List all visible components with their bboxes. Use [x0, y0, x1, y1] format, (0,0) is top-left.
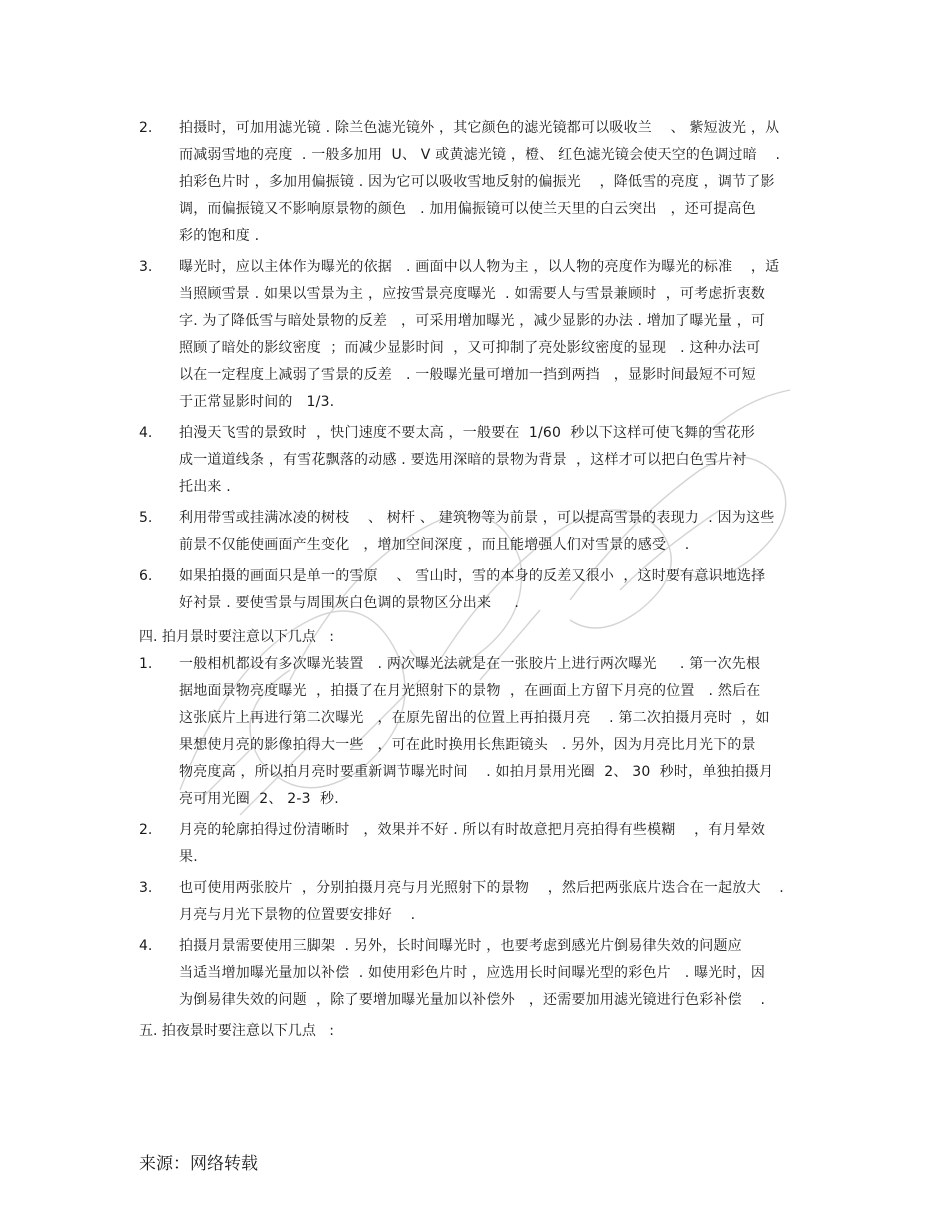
list-item-body [179, 817, 829, 871]
text-line: 前景不仅能使画面产生变化 ，增加空间深度 ，而且能增强人们对雪景的感受 . [179, 537, 690, 553]
list-item-body [179, 875, 829, 929]
text-line: 月亮的轮廓拍得过份清晰时 ，效果并不好 . 所以有时故意把月亮拍得有些模糊 ，有月晕效 [179, 822, 766, 838]
list-item-number: 4. [139, 938, 153, 954]
text-line: 于正常显影时间的 1/3. [179, 394, 335, 410]
text-line: 调，而偏振镜又不影响原景物的颜色 . 加用偏振镜可以使兰天里的白云突出 ，还可提高色 [179, 201, 756, 217]
text-line: 而减弱雪地的亮度 . 一般多加用 U、 V 或黄滤光镜 ，橙、 红色滤光镜会使天空的色调过暗 . [179, 147, 781, 163]
text-line: 成一道道线条 ，有雪花飘落的动感 . 要选用深暗的景物为背景 ，这样才可以把白色雪片衬 [179, 452, 747, 468]
text-line: 字. 为了降低雪与暗处景物的反差 ，可采用增加曝光 ，减少显影的办法 . 增加了曝光量 ，可 [179, 313, 766, 329]
list-item-number: 5. [139, 510, 153, 526]
text-line: 果想使月亮的影像拍得大一些 ，可在此时换用长焦距镜头 . 另外，因为月亮比月光下的景 [179, 737, 756, 753]
text-line: 物亮度高 ，所以拍月亮时要重新调节曝光时间 . 如拍月景用光圈 2、 30 秒时，单独拍摄月 [179, 764, 774, 780]
text-line: 据地面景物亮度曝光 ，拍摄了在月光照射下的景物 ，在画面上方留下月亮的位置 . 然后在 [179, 683, 761, 699]
list-item-number: 3. [139, 259, 153, 275]
list-item-number: 2. [139, 822, 153, 838]
text-line: 当照顾雪景 . 如果以雪景为主 ，应按雪景亮度曝光 . 如需要人与雪景兼顾时 ，可考虑折衷数 [179, 286, 766, 302]
text-line: 照顾了暗处的影纹密度 ；而减少显影时间 ，又可抑制了亮处影纹密度的显现 . 这种办法可 [179, 340, 761, 356]
list-item-body [179, 254, 829, 416]
section-heading-5: 五. 拍夜景时要注意以下几点 : [139, 1023, 334, 1039]
text-line: 也可使用两张胶片 ，分别拍摄月亮与月光照射下的景物 ，然后把两张底片迭合在一起放大 . [179, 880, 784, 896]
text-line: 一般相机都设有多次曝光装置 . 两次曝光法就是在一张胶片上进行两次曝光 . 第一次先根 [179, 656, 761, 672]
text-line: 亮可用光圈 2、 2-3 秒. [179, 791, 339, 807]
list-item-number: 1. [139, 656, 153, 672]
section-heading-4: 四. 拍月景时要注意以下几点 : [139, 629, 334, 645]
list-item-number: 4. [139, 425, 153, 441]
list-item-body [179, 505, 829, 559]
list-item-body [179, 933, 829, 1014]
list-item-body [179, 651, 829, 813]
text-line: 果. [179, 849, 198, 865]
text-line: 以在一定程度上减弱了雪景的反差 . 一般曝光量可增加一挡到两挡 ，显影时间最短不可短 [179, 367, 756, 383]
list-item-body [179, 115, 829, 250]
list-item-number: 3. [139, 880, 153, 896]
list-item-number: 2. [139, 120, 153, 136]
text-line: 拍摄月景需要使用三脚架 . 另外，长时间曝光时 ，也要考虑到感光片倒易律失效的问题应 [179, 938, 742, 954]
text-line: 曝光时，应以主体作为曝光的依据 . 画面中以人物为主 ，以人物的亮度作为曝光的标准 ，适 [179, 259, 780, 275]
text-line: 月亮与月光下景物的位置要安排好 . [179, 907, 416, 923]
text-line: 拍摄时，可加用滤光镜 . 除兰色滤光镜外 ，其它颜色的滤光镜都可以吸收兰 、 紫短波光 ，从 [179, 120, 780, 136]
text-line: 这张底片上再进行第二次曝光 ，在原先留出的位置上再拍摄月亮 . 第二次拍摄月亮时 ，如 [179, 710, 770, 726]
text-line: 利用带雪或挂满冰凌的树枝 、 树杆 、 建筑物等为前景 ，可以提高雪景的表现力 . 因为这些 [179, 510, 775, 526]
text-line: 拍漫天飞雪的景致时 ，快门速度不要太高 ，一般要在 1/60 秒以下这样可使飞舞的雪花形 [179, 425, 755, 441]
text-line: 好衬景 . 要使雪景与周围灰白色调的景物区分出来 . [179, 595, 520, 611]
list-item-body [179, 563, 829, 617]
text-line: 彩的饱和度 . [179, 228, 260, 244]
text-line: 当适当增加曝光量加以补偿 . 如使用彩色片时 ，应选用长时间曝光型的彩色片 . 曝光时，因 [179, 965, 766, 981]
text-line: 托出来 . [179, 479, 231, 495]
text-line: 为倒易律失效的问题 ，除了要增加曝光量加以补偿外 ，还需要加用滤光镜进行色彩补偿 . [179, 992, 766, 1008]
list-item-body [179, 420, 829, 501]
list-item-number: 6. [139, 568, 153, 584]
text-line: 拍彩色片时 ，多加用偏振镜 . 因为它可以吸收雪地反射的偏振光 ，降低雪的亮度 ，调节了影 [179, 174, 775, 190]
source-footer: 来源：网络转载 [139, 1154, 258, 1174]
text-line: 如果拍摄的画面只是单一的雪原 、 雪山时，雪的本身的反差又很小 ，这时要有意识地选择 [179, 568, 766, 584]
